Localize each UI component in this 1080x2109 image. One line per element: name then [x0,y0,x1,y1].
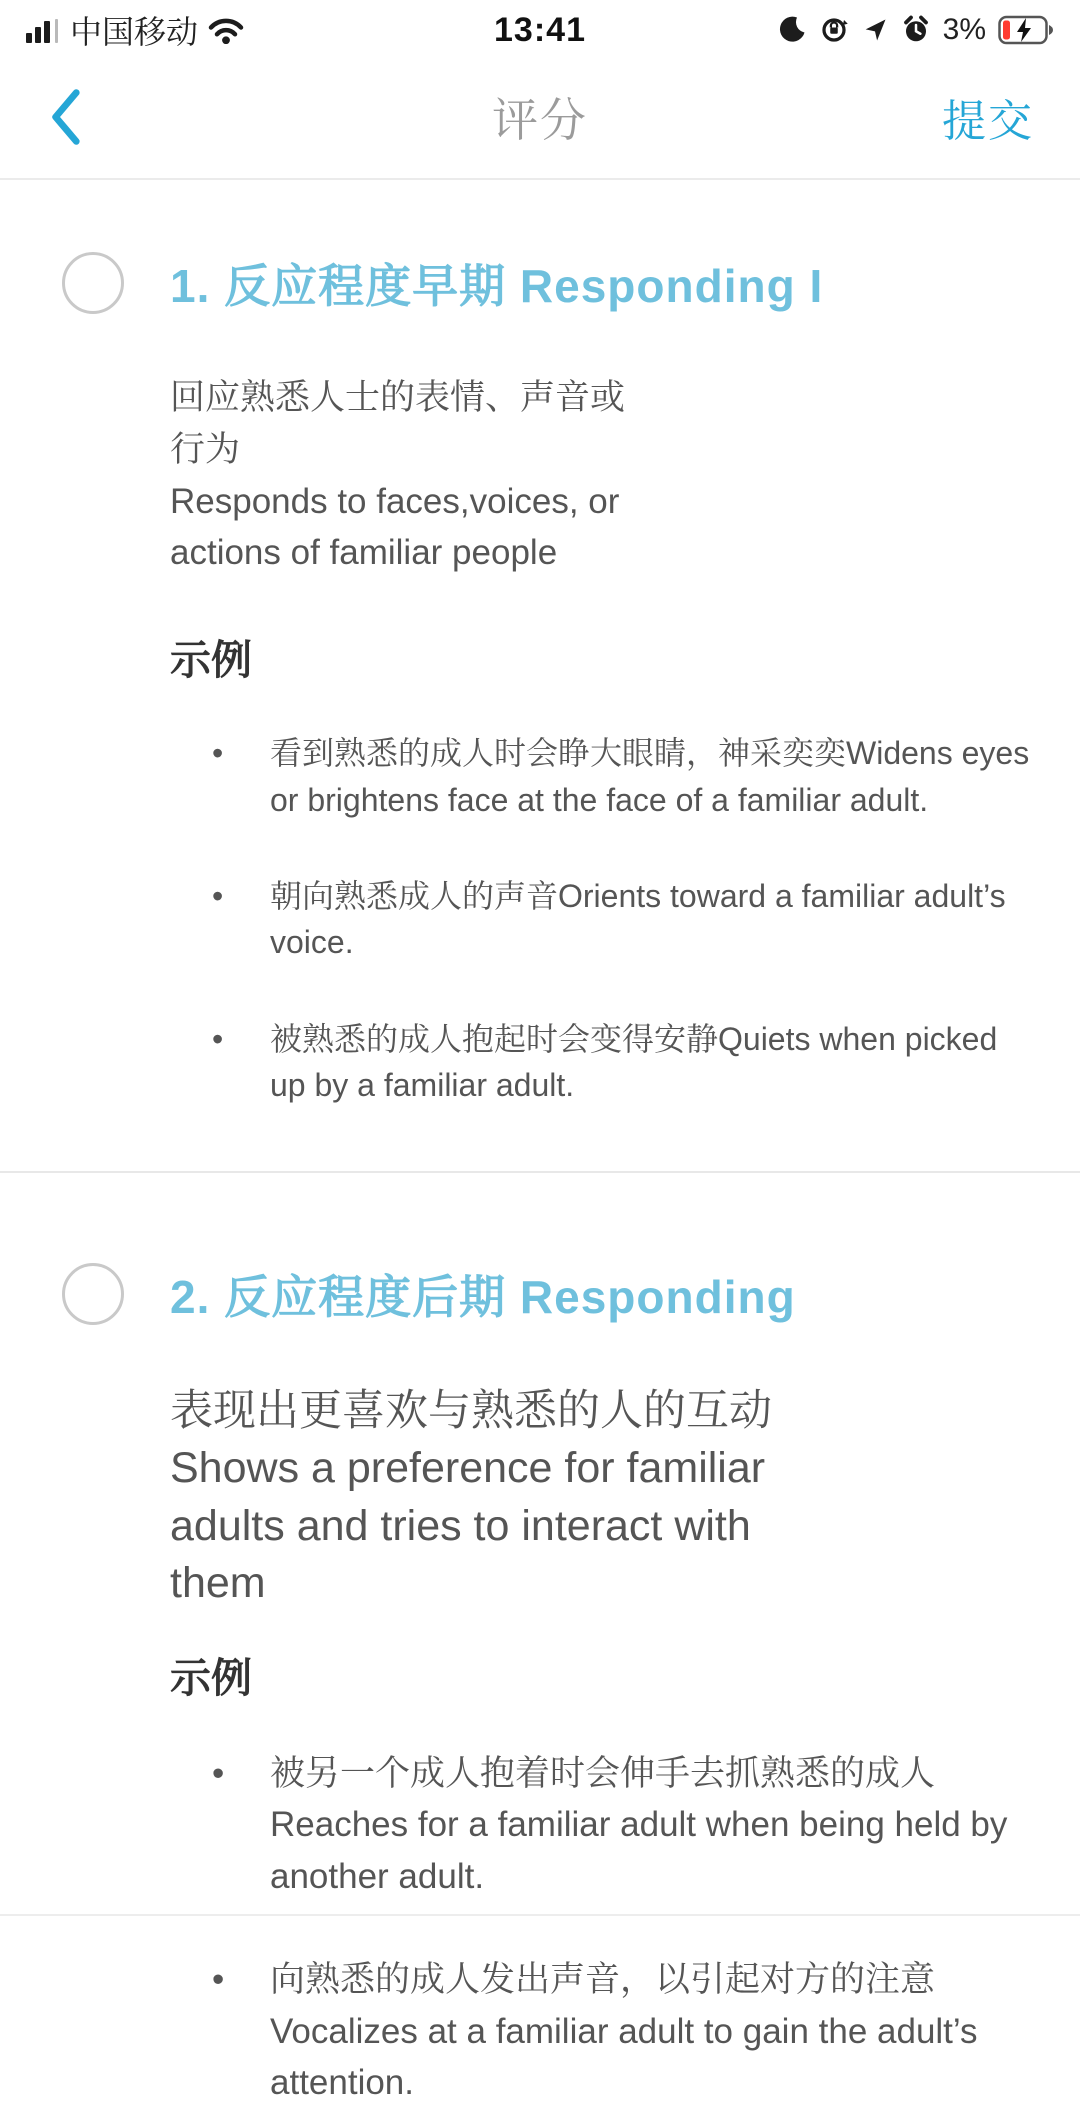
nav-bar [0,56,1080,180]
alarm-clock-icon [901,15,931,45]
status-bar [0,0,1080,56]
item-1-examples [170,730,1030,1108]
example-bullet: • 被熟悉的成人抱起时会变得安静Quiets when picked up by a familiar adult. [170,1016,1030,1109]
example-bullet: • 被另一个成人抱着时会伸手去抓熟悉的成人Reaches for a familiar adult when being held by another adult. [170,1748,1030,1902]
back-button[interactable] [46,87,166,147]
example-bullet: • 向熟悉的成人发出声音，以引起对方的注意Vocalizes at a familiar adult to gain the adult’s attention. [170,1954,1030,2108]
item-1-title: 1. 反应程度早期 Responding I [170,260,824,312]
do-not-disturb-moon-icon [777,15,807,45]
item-2-title: 2. 反应程度后期 Responding [170,1270,796,1323]
submit-button[interactable]: 提交 [942,97,1034,146]
item-2-description [170,1383,825,1613]
item-1-description-en: Responds to faces,voices, or actions of familiar people [170,481,620,573]
rotation-lock-icon [819,15,849,45]
item-1-description-zh: 回应熟悉人士的表情、声音或行为 [170,378,626,469]
score-item-2 [0,1173,1080,2109]
item-2-examples [170,1748,1030,2109]
back-chevron-icon [46,87,84,147]
bottom-divider [0,1914,1080,1916]
example-bullet: • 看到熟悉的成人时会睁大眼睛，神采奕奕Widens eyes or brightens face at the face of a familiar adult. [170,730,1030,823]
score-item-1 [0,180,1080,1109]
page-title: 评分 [492,94,588,146]
carrier-label: 中国移动 [70,14,199,50]
signal-strength-icon [26,17,60,43]
item-2-examples-label: 示例 [170,1654,252,1701]
score-item-list [0,180,1080,2109]
example-bullet: • 朝向熟悉成人的声音Orients toward a familiar adult’s voice. [170,873,1030,966]
item-1-description [170,372,640,579]
item-2-description-en: Shows a preference for familiar adults and tries to interact with them [170,1444,766,1608]
item-1-examples-label: 示例 [170,637,252,684]
location-arrow-icon [861,16,889,44]
item-1-radio-button[interactable] [62,252,124,314]
clock: 13:41 [494,10,586,49]
wifi-icon [208,17,244,44]
item-2-radio-button[interactable] [62,1263,124,1325]
item-2-description-zh: 表现出更喜欢与熟悉的人的互动 [170,1386,772,1435]
battery-charging-icon [998,15,1054,45]
battery-percent-label: 3% [942,13,986,46]
